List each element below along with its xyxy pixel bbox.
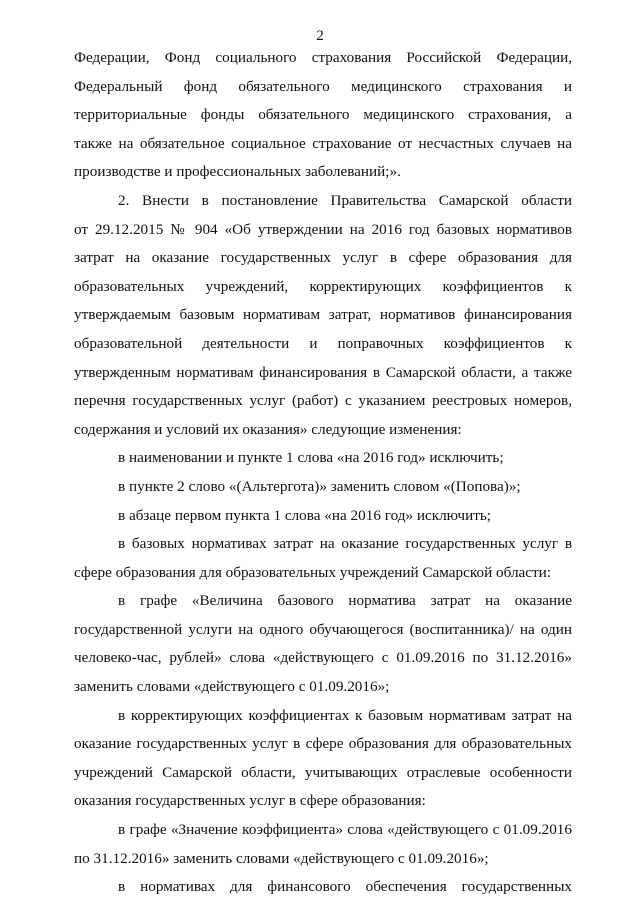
text-line: оказание государственных услуг в сфере образования для образовательных [74, 735, 572, 753]
text-line: также на обязательное социальное страхование от несчастных случаев на [74, 134, 572, 152]
text-line: образовательной деятельности и поправочных коэффициентов к [74, 334, 572, 352]
text-line: 2. Внести в постановление Правительства Самарской области [118, 191, 572, 209]
text-line: Федерации, Фонд социального страхования Российской Федерации, [74, 49, 572, 66]
text-line: государственной услуги на одного обучающегося (воспитанника)/ на один [74, 620, 572, 638]
text-line: в пункте 2 слово «(Альтергота)» заменить словом «(Попова)»; [118, 477, 521, 495]
text-line: заменить словами «действующего с 01.09.2016»; [74, 678, 390, 696]
text-line: в графе «Величина базового норматива затрат на оказание [118, 592, 572, 610]
text-line: по 31.12.2016» заменить словами «действующего с 01.09.2016»; [74, 849, 489, 867]
text-line: оказания государственных услуг в сфере образования: [74, 792, 426, 810]
page-number: 2 [316, 28, 324, 44]
text-line: утвержденным нормативам финансирования в Самарской области, а также [74, 363, 572, 381]
text-line: утверждаемым базовым нормативам затрат, нормативов финансирования [74, 306, 572, 324]
text-line: от 29.12.2015 № 904 «Об утверждении на 2016 год базовых нормативов [74, 220, 572, 238]
text-line: сфере образования для образовательных учреждений Самарской области: [74, 563, 551, 581]
text-line: в наименовании и пункте 1 слова «на 2016 год» исключить; [118, 449, 504, 467]
text-line: в графе «Значение коэффициента» слова «действующего с 01.09.2016 [118, 821, 572, 839]
text-line: человеко-час, рублей» слова «действующего с 01.09.2016 по 31.12.2016» [74, 649, 572, 667]
text-line: затрат на оказание государственных услуг в сфере образования для [74, 249, 572, 267]
text-line: производстве и профессиональных заболеваний;». [74, 163, 401, 181]
text-line: в нормативах для финансового обеспечения государственных [118, 878, 572, 896]
text-line: в абзаце первом пункта 1 слова «на 2016 год» исключить; [118, 506, 491, 524]
text-line: перечня государственных услуг (работ) с указанием реестровых номеров, [74, 392, 572, 410]
text-line: содержания и условий их оказания» следующие изменения: [74, 420, 462, 438]
text-line: образовательных учреждений, корректирующих коэффициентов к [74, 277, 572, 295]
text-line: в корректирующих коэффициентах к базовым нормативам затрат на [118, 706, 572, 724]
text-line: Федеральный фонд обязательного медицинского страхования и [74, 77, 572, 95]
text-line: территориальные фонды обязательного медицинского страхования, а [74, 106, 572, 124]
document-body [74, 44, 572, 902]
text-line: учреждений Самарской области, учитывающих отраслевые особенности [74, 763, 572, 781]
text-line: в базовых нормативах затрат на оказание государственных услуг в [118, 535, 572, 553]
